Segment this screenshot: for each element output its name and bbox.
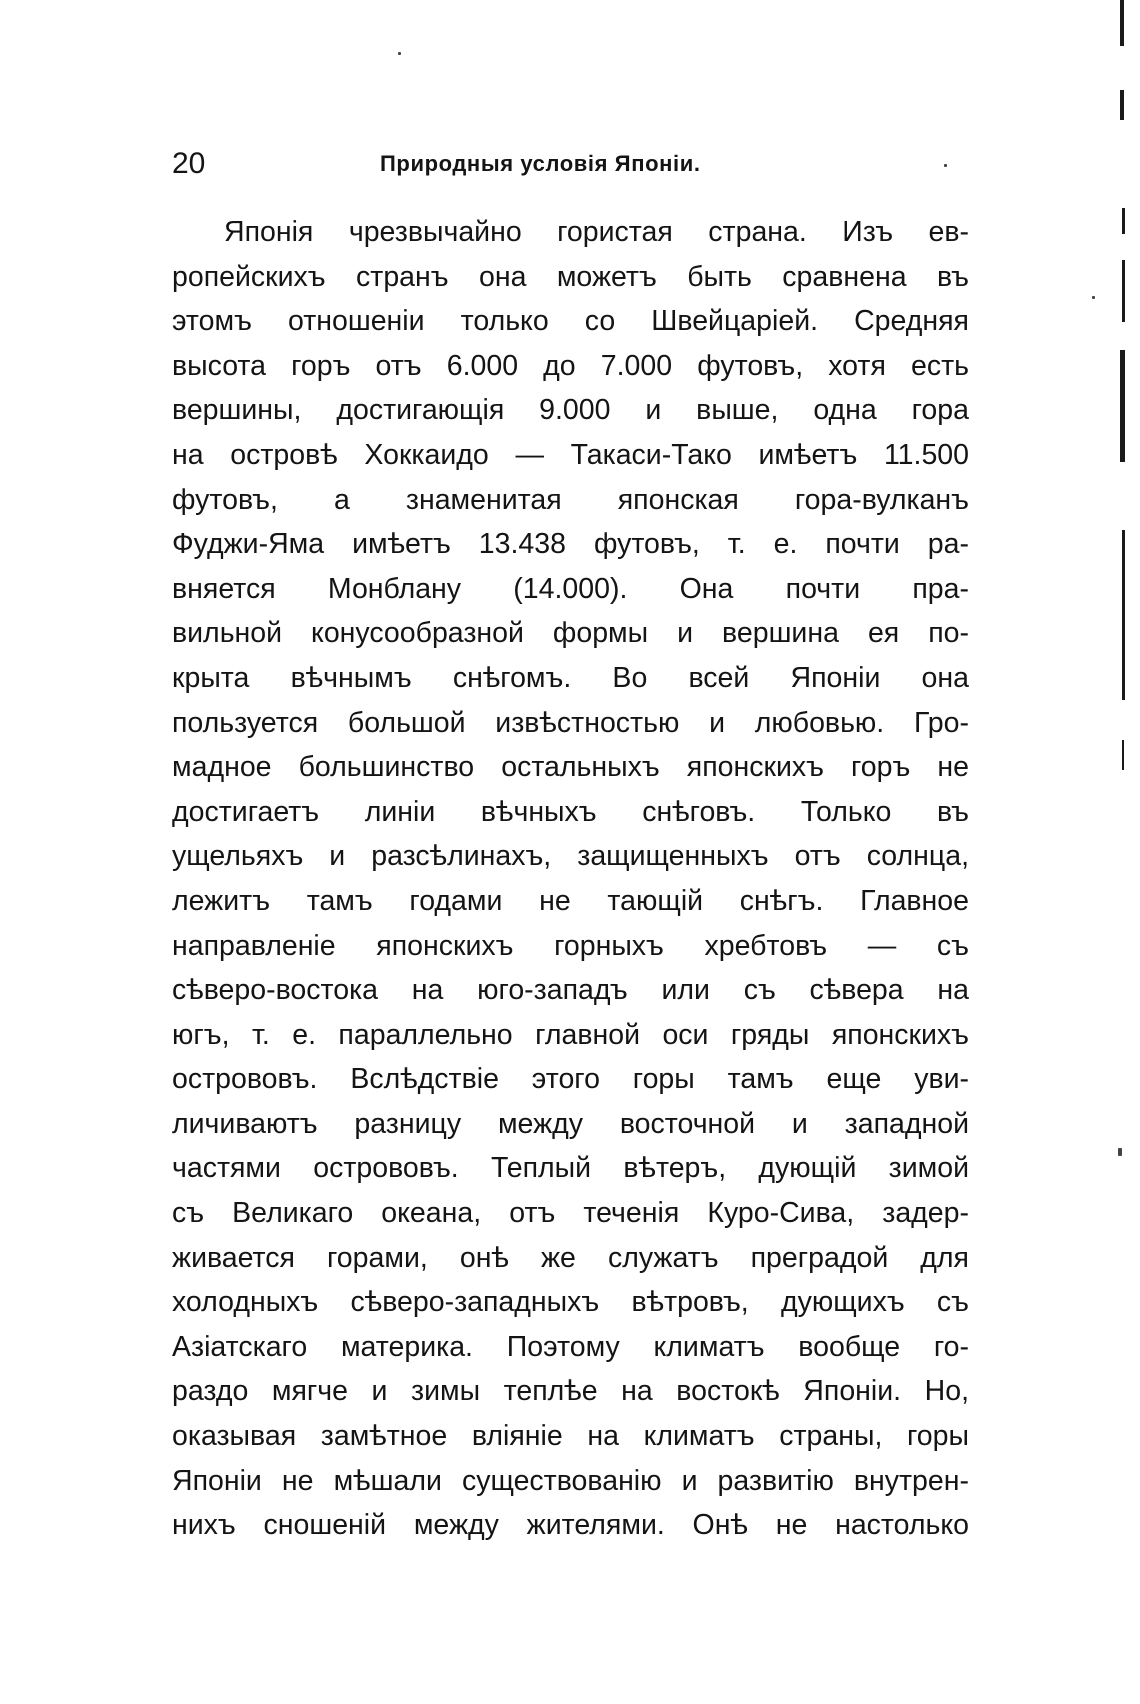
scan-speck <box>1092 296 1095 299</box>
text-line: пользуется большой извѣстностью и любовью. Гро- <box>172 706 969 739</box>
body-text <box>172 210 969 1548</box>
text-line: вершины, достигающія 9.000 и выше, одна гора <box>172 394 969 427</box>
text-line: Японіи не мѣшали существованію и развитію внутрен- <box>172 1464 969 1497</box>
text-line: Японія чрезвычайно гористая страна. Изъ ев- <box>224 216 969 248</box>
text-line: на островѣ Хоккаидо — Такаси-Тако имѣетъ 11.500 <box>172 438 969 471</box>
text-line: направленіе японскихъ горныхъ хребтовъ — съ <box>172 929 969 962</box>
text-line: этомъ отношеніи только со Швейцаріей. Средняя <box>172 305 969 338</box>
text-line: острововъ. Вслѣдствіе этого горы тамъ еще уви- <box>172 1063 969 1096</box>
text-line: нихъ сношеній между жителями. Онѣ не настолько <box>172 1509 969 1542</box>
scan-speck <box>398 52 401 55</box>
text-line: сѣверо-востока на юго-западъ или съ сѣвера на <box>172 974 969 1007</box>
scan-speck <box>944 164 947 167</box>
text-line: съ Великаго океана, отъ теченія Куро-Сива, задер- <box>172 1197 969 1230</box>
text-line: футовъ, а знаменитая японская гора-вулканъ <box>172 483 969 516</box>
text-line: вильной конусообразной формы и вершина ея по- <box>172 617 969 650</box>
text-line: частями острововъ. Теплый вѣтеръ, дующій зимой <box>172 1152 969 1185</box>
text-line: лежитъ тамъ годами не тающій снѣгъ. Главное <box>172 884 969 917</box>
text-line: Азіатскаго материка. Поэтому климатъ вообще го- <box>172 1330 969 1363</box>
text-line: Фуджи-Яма имѣетъ 13.438 футовъ, т. е. почти ра- <box>172 528 969 561</box>
page-number: 20 <box>172 147 206 180</box>
scan-binding-edge <box>1116 0 1138 1704</box>
scan-speck <box>1118 1148 1122 1156</box>
text-line: живается горами, онѣ же служатъ преградой для <box>172 1241 969 1274</box>
text-line: достигаетъ линіи вѣчныхъ снѣговъ. Только въ <box>172 795 969 828</box>
text-line: раздо мягче и зимы теплѣе на востокѣ Японіи. Но, <box>172 1375 969 1408</box>
text-line: личиваютъ разницу между восточной и западной <box>172 1107 969 1140</box>
text-line: югъ, т. е. параллельно главной оси гряды японскихъ <box>172 1018 969 1051</box>
text-line: вняется Монблану (14.000). Она почти пра- <box>172 572 969 605</box>
page-header <box>172 146 962 190</box>
running-title: Природныя условія Японіи. <box>380 151 701 176</box>
text-line: ропейскихъ странъ она можетъ быть сравнена въ <box>172 260 969 293</box>
text-line: ущельяхъ и разсѣлинахъ, защищенныхъ отъ солнца, <box>172 840 969 873</box>
text-line: крыта вѣчнымъ снѣгомъ. Во всей Японіи она <box>172 661 969 694</box>
text-line: высота горъ отъ 6.000 до 7.000 футовъ, хотя есть <box>172 349 969 382</box>
text-line: мадное большинство остальныхъ японскихъ горъ не <box>172 751 969 784</box>
text-line: оказывая замѣтное вліяніе на климатъ страны, горы <box>172 1420 969 1453</box>
text-line: холодныхъ сѣверо-западныхъ вѣтровъ, дующихъ съ <box>172 1286 969 1319</box>
